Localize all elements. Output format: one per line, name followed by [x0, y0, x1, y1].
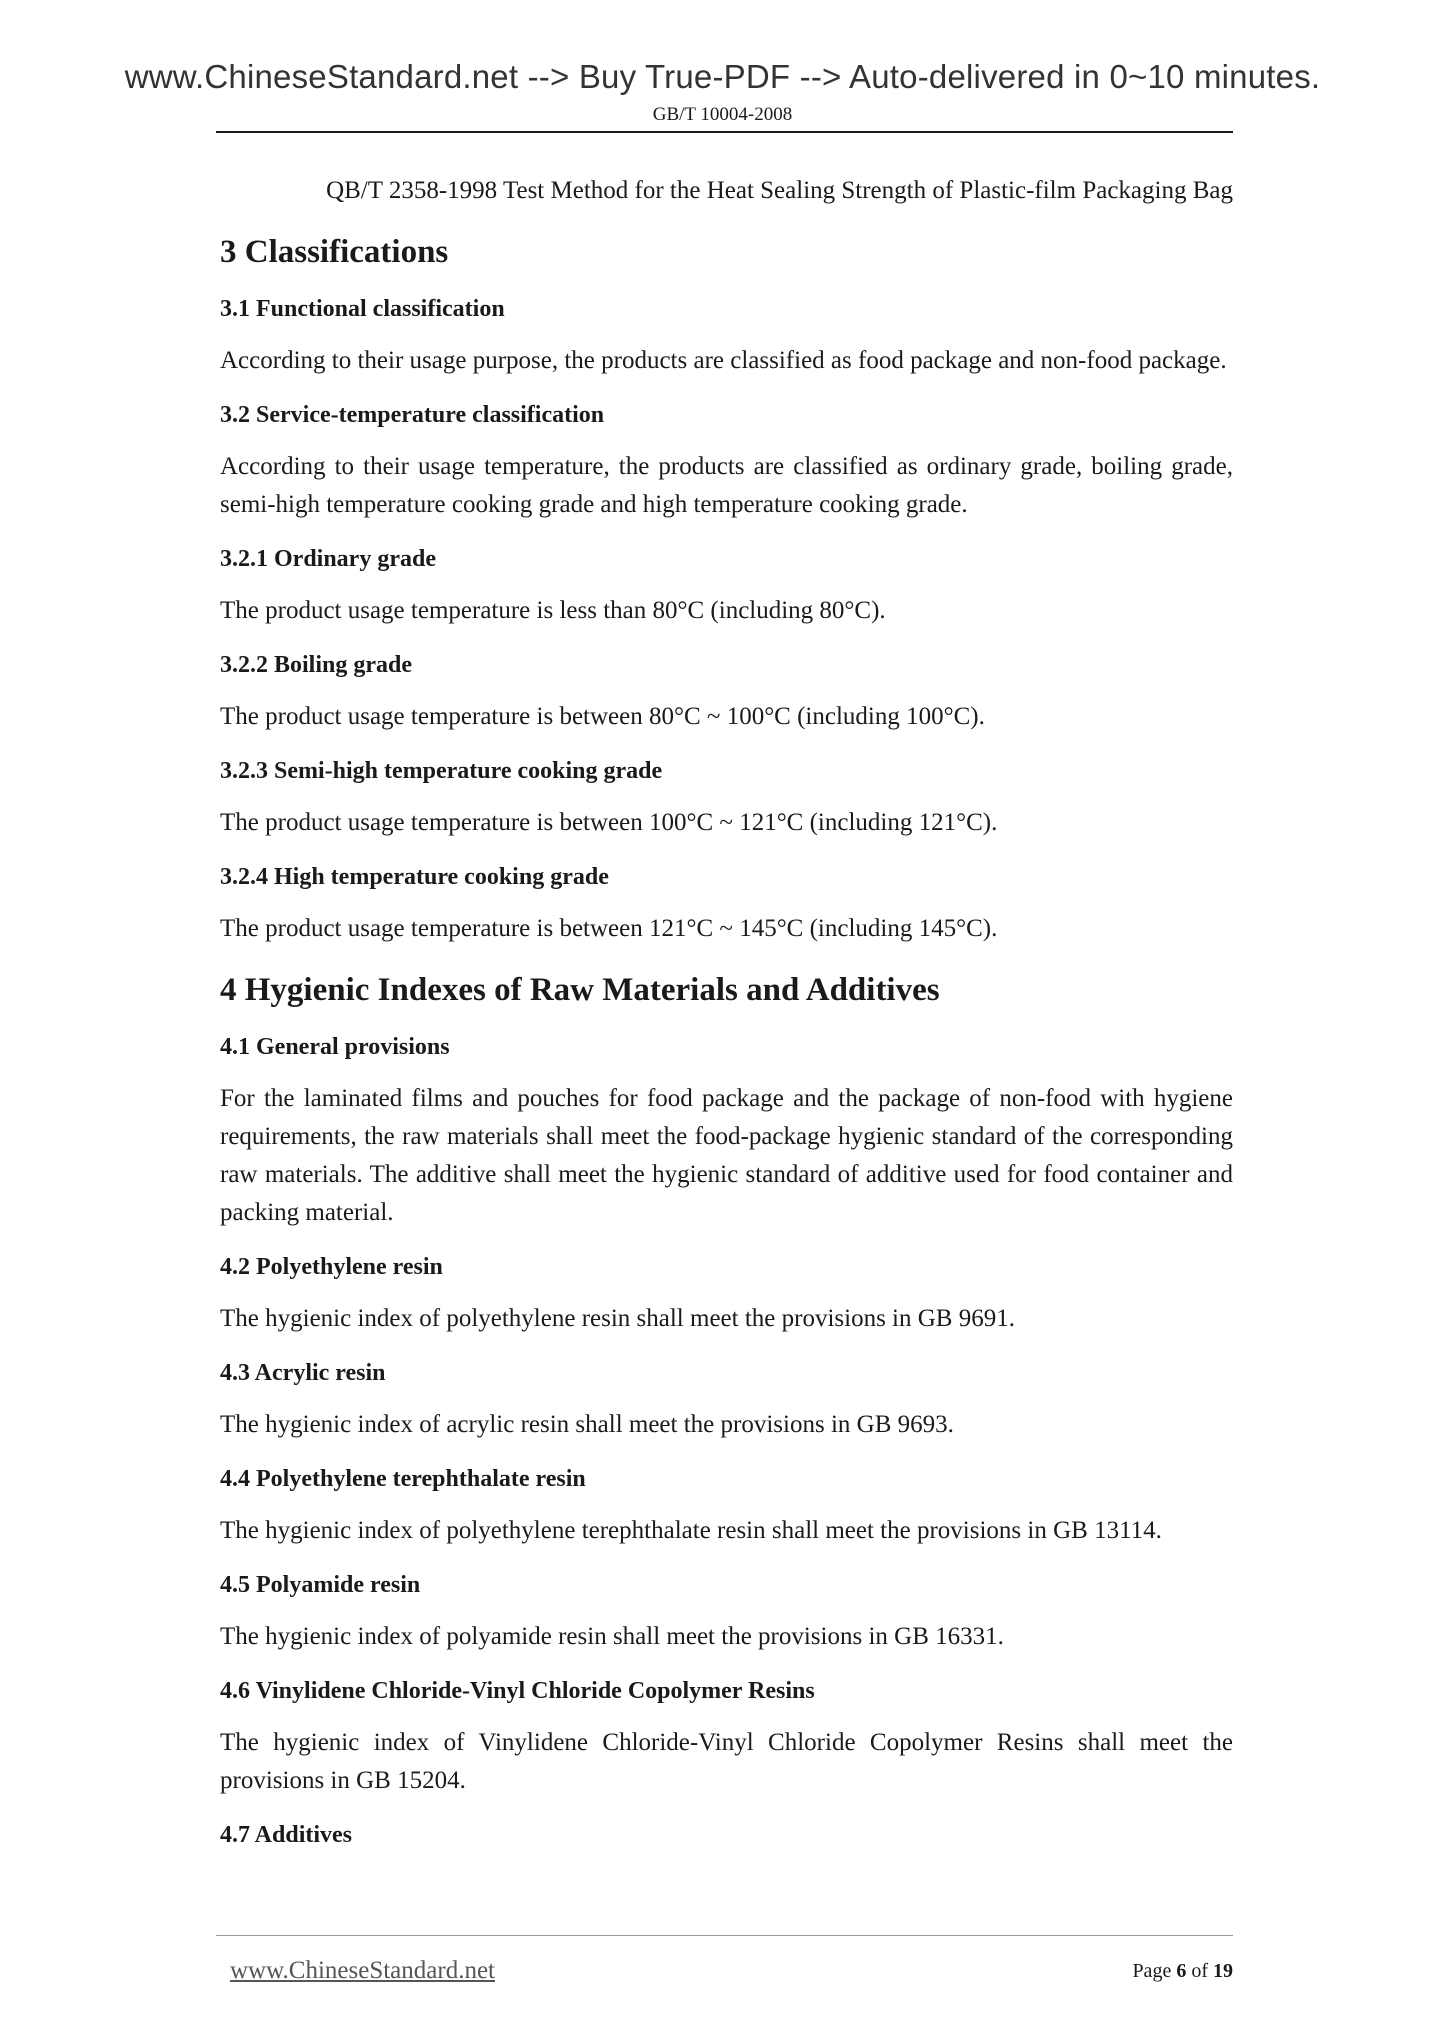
section-3-2-text: According to their usage temperature, the products are classified as ordinary grade, boiling grade, semi-high temperature cooking grade and high temperature cooking grade. [220, 453, 1233, 518]
reference-line: QB/T 2358-1998 Test Method for the Heat Sealing Strength of Plastic-film Packaging Bag [326, 177, 1233, 204]
section-3-2-3-title: 3.2.3 Semi-high temperature cooking grade [220, 758, 663, 784]
section-4-2-text: The hygienic index of polyethylene resin shall meet the provisions in GB 9691. [220, 1305, 1015, 1332]
section-3-1-text: According to their usage purpose, the products are classified as food package and non-food package. [220, 347, 1227, 374]
section-4-4-title: 4.4 Polyethylene terephthalate resin [220, 1466, 586, 1492]
section-3-2-2-text: The product usage temperature is between 80°C ~ 100°C (including 100°C). [220, 703, 985, 730]
page-total: 19 [1213, 1960, 1233, 1982]
page-number [1132, 1960, 1233, 1983]
page-prefix: Page [1132, 1960, 1177, 1982]
section-4-3-text: The hygienic index of acrylic resin shall meet the provisions in GB 9693. [220, 1411, 954, 1438]
page-of: of [1186, 1960, 1213, 1982]
header-divider [216, 131, 1233, 133]
section-3-title: 3 Classifications [220, 234, 449, 270]
section-3-2-1-title: 3.2.1 Ordinary grade [220, 546, 436, 572]
header-standard-code: GB/T 10004-2008 [652, 104, 793, 125]
section-3-2-4-title: 3.2.4 High temperature cooking grade [220, 864, 609, 890]
section-4-5-text: The hygienic index of polyamide resin shall meet the provisions in GB 16331. [220, 1623, 1004, 1650]
footer-divider [216, 1935, 1233, 1936]
section-4-5-title: 4.5 Polyamide resin [220, 1572, 421, 1598]
section-4-7-title: 4.7 Additives [220, 1822, 353, 1848]
footer-site-link[interactable]: www.ChineseStandard.net [230, 1957, 495, 1984]
section-4-4-text: The hygienic index of polyethylene terephthalate resin shall meet the provisions in GB 13114. [220, 1517, 1162, 1544]
section-4-title: 4 Hygienic Indexes of Raw Materials and Additives [220, 972, 940, 1008]
section-4-1-title: 4.1 General provisions [220, 1034, 450, 1060]
site-banner[interactable]: www.ChineseStandard.net --> Buy True-PDF --> Auto-delivered in 0~10 minutes. [124, 58, 1321, 95]
section-4-2-title: 4.2 Polyethylene resin [220, 1254, 443, 1280]
section-3-2-1-text: The product usage temperature is less than 80°C (including 80°C). [220, 597, 886, 624]
section-4-6-title: 4.6 Vinylidene Chloride-Vinyl Chloride Copolymer Resins [220, 1678, 815, 1704]
section-3-2-2-title: 3.2.2 Boiling grade [220, 652, 413, 678]
section-4-6-text: The hygienic index of Vinylidene Chloride-Vinyl Chloride Copolymer Resins shall meet the provisions in GB 15204. [220, 1729, 1233, 1794]
section-3-1-title: 3.1 Functional classification [220, 296, 505, 322]
section-3-2-title: 3.2 Service-temperature classification [220, 402, 605, 428]
section-4-1-text: For the laminated films and pouches for food package and the package of non-food with hygiene requirements, the raw materials shall meet the food-package hygienic standard of the corresponding raw materials. The additive shall meet the hygienic standard of additive used for food container and packing material. [220, 1085, 1233, 1226]
section-3-2-3-text: The product usage temperature is between 100°C ~ 121°C (including 121°C). [220, 809, 998, 836]
section-3-2-4-text: The product usage temperature is between 121°C ~ 145°C (including 145°C). [220, 915, 998, 942]
section-4-3-title: 4.3 Acrylic resin [220, 1360, 386, 1386]
page-current: 6 [1176, 1960, 1187, 1982]
document-body [220, 160, 1233, 1852]
